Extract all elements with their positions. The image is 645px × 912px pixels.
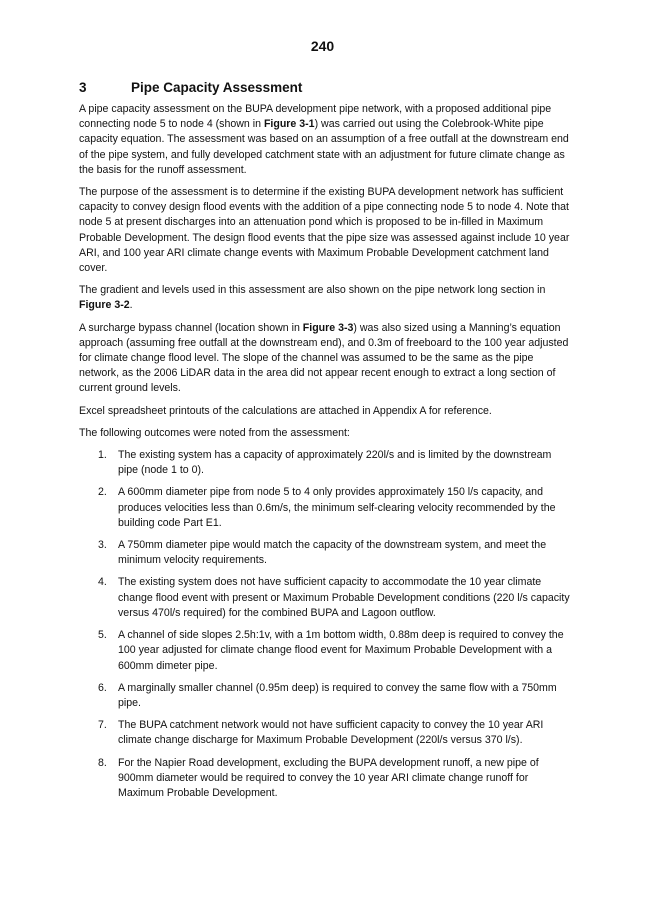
paragraph-outcomes-intro: The following outcomes were noted from the assessment: [79, 426, 350, 439]
list-item [79, 575, 574, 621]
paragraph-channel-text-b: ) was also sized using a Manning’s equation approach (assuming free outfall at the downstream end), and 0.3m of freeboard to the 100 year adjusted for climate change flood level. The slope of the channel was assumed to be the same as the pipe network, as the 2006 LiDAR data in the area did not appear recent enough to extract a long section of current ground levels. [79, 321, 569, 395]
list-item [79, 756, 574, 802]
figure-reference-3-3: Figure 3-3 [302, 321, 354, 334]
page-number: 240 [310, 38, 335, 54]
list-item [79, 718, 574, 748]
paragraph-intro-text-b: ) was carried out using the Colebrook-White pipe capacity equation. The assessment was based on an assumption of a free outfall at the downstream end of the pipe system, and fully developed catchment state with an adjustment for future climate change as the basis for the runoff assessment. [79, 118, 569, 176]
list-item-number: 1. [98, 449, 107, 462]
section-body [79, 102, 574, 808]
section-number: 3 [79, 80, 87, 95]
list-item-number: 3. [98, 539, 107, 552]
section-title: Pipe Capacity Assessment [131, 80, 303, 95]
paragraph-channel [79, 321, 574, 397]
list-item-text: A channel of side slopes 2.5h:1v, with a 1m bottom width, 0.88m deep is required to convey the 100 year adjusted for climate change flood event for Maximum Probable Development with a 600mm dimeter pipe. [118, 629, 564, 672]
outcomes-list [79, 448, 574, 801]
list-item [79, 538, 574, 568]
figure-reference-3-1: Figure 3-1 [263, 118, 315, 131]
section-heading [79, 80, 302, 95]
list-item-text: For the Napier Road development, excluding the BUPA development runoff, a new pipe of 900mm diameter would be required to convey the 10 year ARI climate change runoff for Maximum Probable Development. [118, 756, 539, 799]
list-item-text: The existing system does not have sufficient capacity to accommodate the 10 year climate change flood event with present or Maximum Probable Development conditions (220 l/s capacity versus 470l/s required) for the combined BUPA and Lagoon outflow. [118, 576, 570, 619]
list-item-number: 7. [98, 719, 107, 732]
paragraph-intro [79, 102, 574, 178]
paragraph-gradient [79, 283, 574, 313]
list-item [79, 485, 574, 531]
list-item-number: 4. [98, 576, 107, 589]
paragraph-channel-text-a: A surcharge bypass channel (location shown in [79, 321, 303, 334]
paragraph-intro-text-a: A pipe capacity assessment on the BUPA development pipe network, with a proposed additional pipe connecting node 5 to node 4 (shown in [79, 103, 552, 131]
list-item-number: 8. [98, 756, 107, 769]
list-item-text: The existing system has a capacity of approximately 220l/s and is limited by the downstream pipe (node 1 to 0). [118, 449, 552, 477]
paragraph-appendix: Excel spreadsheet printouts of the calculations are attached in Appendix A for reference. [79, 404, 492, 417]
paragraph-gradient-text-b: . [129, 299, 133, 312]
list-item-text: A marginally smaller channel (0.95m deep) is required to convey the same flow with a 750mm pipe. [118, 681, 557, 709]
list-item [79, 628, 574, 674]
list-item-text: The BUPA catchment network would not have sufficient capacity to convey the 10 year ARI climate change discharge for Maximum Probable Development (220l/s versus 370 l/s). [118, 719, 544, 747]
paragraph-gradient-text-a: The gradient and levels used in this assessment are also shown on the pipe network long section in [79, 284, 546, 297]
list-item-number: 2. [98, 486, 107, 499]
list-item-number: 5. [98, 629, 107, 642]
list-item [79, 448, 574, 478]
list-item-text: A 750mm diameter pipe would match the capacity of the downstream system, and meet the minimum velocity requirements. [118, 539, 547, 567]
list-item-text: A 600mm diameter pipe from node 5 to 4 only provides approximately 150 l/s capacity, and produces velocities less than 0.6m/s, the minimum self-clearing velocity recommended by the building code Part E1. [118, 486, 556, 529]
list-item-number: 6. [98, 681, 107, 694]
paragraph-purpose: The purpose of the assessment is to determine if the existing BUPA development network has sufficient capacity to convey design flood events with the addition of a pipe connecting node 5 to node 4. Note that node 5 at present discharges into an attenuation pond which is proposed to be in-filled in Maximum Probable Development. The design flood events that the pipe size was assessed against include 10 year ARI, and 100 year ARI climate change events with Maximum Probable Development catchment land cover. [79, 186, 570, 275]
list-item [79, 681, 574, 711]
figure-reference-3-2: Figure 3-2 [79, 299, 130, 312]
